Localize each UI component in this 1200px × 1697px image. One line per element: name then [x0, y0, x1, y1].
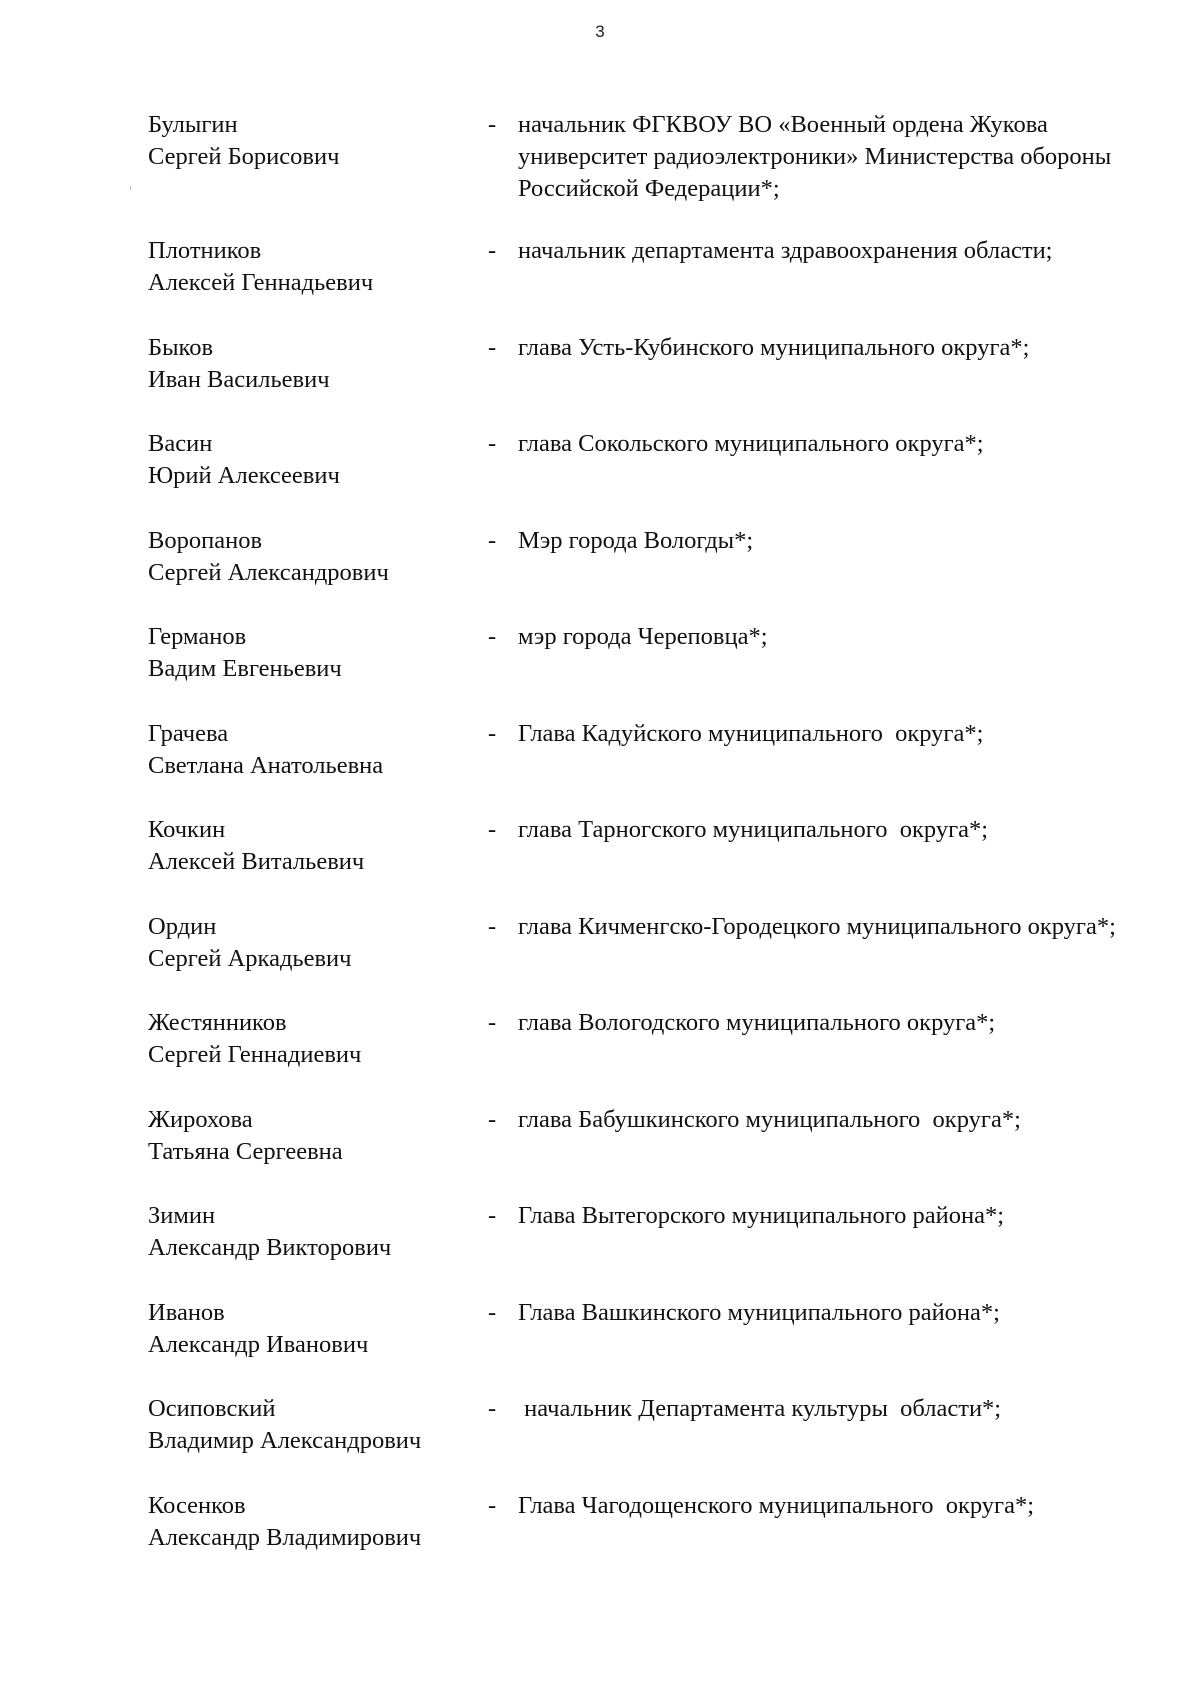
position-description: глава Вологодского муниципального округа*; [518, 1009, 996, 1036]
surname: Германов [148, 623, 247, 650]
person-name [148, 1104, 488, 1168]
person-name [148, 814, 488, 878]
surname: Осиповский [148, 1395, 276, 1422]
given-names: Татьяна Сергеевна [148, 1137, 343, 1165]
position-description: начальник Департамента культуры области*; [518, 1395, 1002, 1422]
given-names: Юрий Алексеевич [148, 462, 340, 489]
position-description: Глава Кадуйского муниципального округа*; [518, 719, 984, 747]
person-name [148, 1490, 488, 1554]
given-names: Светлана Анатольевна [148, 751, 384, 779]
surname: Косенков [148, 1491, 246, 1519]
list-item [148, 621, 1148, 718]
dash-separator: - [488, 623, 497, 650]
surname: Воропанов [148, 526, 263, 554]
position-description: глава Сокольского муниципального округа*; [518, 430, 984, 457]
dash-separator: - [488, 816, 497, 843]
dash-separator: - [488, 719, 497, 747]
person-name [148, 718, 488, 782]
list-item [148, 332, 1148, 429]
given-names: Алексей Витальевич [148, 848, 365, 875]
page-number: 3 [595, 22, 605, 41]
list-item [148, 1104, 1148, 1201]
surname: Жирохова [148, 1105, 253, 1133]
surname: Зимин [148, 1202, 216, 1229]
person-name [148, 428, 488, 492]
given-names: Владимир Александрович [148, 1427, 422, 1454]
surname: Булыгин [148, 111, 238, 138]
dash-separator: - [488, 1298, 497, 1326]
person-name [148, 332, 488, 396]
position-description: глава Кичменгско-Городецкого муниципального округа*; [518, 912, 1116, 940]
list-item [148, 525, 1148, 622]
given-names: Александр Владимирович [148, 1523, 422, 1551]
dash-separator: - [488, 1009, 497, 1036]
dash-separator: - [488, 912, 497, 940]
position-description: начальник ФГКВОУ ВО «Военный ордена Жукова университет радиоэлектроники» Министерства обороны Российской Федерации*; [518, 111, 1112, 202]
given-names: Вадим Евгеньевич [148, 655, 342, 682]
list-item [148, 1007, 1148, 1104]
person-name [148, 911, 488, 975]
surname: Грачева [148, 719, 229, 747]
position-description: глава Бабушкинского муниципального округа*; [518, 1105, 1021, 1133]
person-name [148, 1393, 488, 1457]
position-description: начальник департамента здравоохранения области; [518, 237, 1053, 264]
dash-separator: - [488, 1395, 497, 1422]
list-item [148, 911, 1148, 1008]
dash-separator: - [488, 1491, 497, 1519]
list-item [148, 1490, 1148, 1587]
list-item [148, 1200, 1148, 1297]
position-description: глава Усть-Кубинского муниципального округа*; [518, 333, 1030, 361]
list-item [148, 1297, 1148, 1394]
given-names: Сергей Александрович [148, 558, 389, 586]
dash-separator: - [488, 430, 497, 457]
given-names: Александр Викторович [148, 1234, 392, 1261]
surname: Жестянников [148, 1009, 287, 1036]
surname: Иванов [148, 1298, 225, 1326]
list-item [148, 1393, 1148, 1490]
person-name [148, 235, 488, 299]
given-names: Сергей Геннадиевич [148, 1041, 362, 1068]
position-description: глава Тарногского муниципального округа*; [518, 816, 989, 843]
given-names: Александр Иванович [148, 1330, 369, 1358]
person-name [148, 525, 488, 589]
surname: Ордин [148, 912, 217, 940]
surname: Васин [148, 430, 213, 457]
position-description: Мэр города Вологды*; [518, 526, 754, 554]
dash-separator: - [488, 1105, 497, 1133]
dash-separator: - [488, 526, 497, 554]
scan-artifact [130, 186, 131, 190]
position-description: Глава Чагодощенского муниципального округа*; [518, 1491, 1035, 1519]
surname: Быков [148, 333, 214, 361]
list-item [148, 814, 1148, 911]
position-description: Глава Вашкинского муниципального района*; [518, 1298, 1000, 1326]
list-item [148, 428, 1148, 525]
person-name [148, 109, 488, 173]
person-name [148, 1007, 488, 1071]
surname: Кочкин [148, 816, 226, 843]
position-description: мэр города Череповца*; [518, 623, 768, 650]
dash-separator: - [488, 237, 497, 264]
dash-separator: - [488, 333, 497, 361]
member-list [148, 109, 1148, 1586]
given-names: Сергей Борисович [148, 143, 340, 170]
list-item [148, 109, 1148, 235]
list-item [148, 718, 1148, 815]
dash-separator: - [488, 111, 497, 138]
position-description: Глава Вытегорского муниципального района*; [518, 1202, 1005, 1229]
person-name [148, 1297, 488, 1361]
person-name [148, 621, 488, 685]
given-names: Алексей Геннадьевич [148, 269, 374, 296]
surname: Плотников [148, 237, 262, 264]
given-names: Иван Васильевич [148, 365, 330, 393]
list-item [148, 235, 1148, 332]
dash-separator: - [488, 1202, 497, 1229]
person-name [148, 1200, 488, 1264]
given-names: Сергей Аркадьевич [148, 944, 352, 972]
